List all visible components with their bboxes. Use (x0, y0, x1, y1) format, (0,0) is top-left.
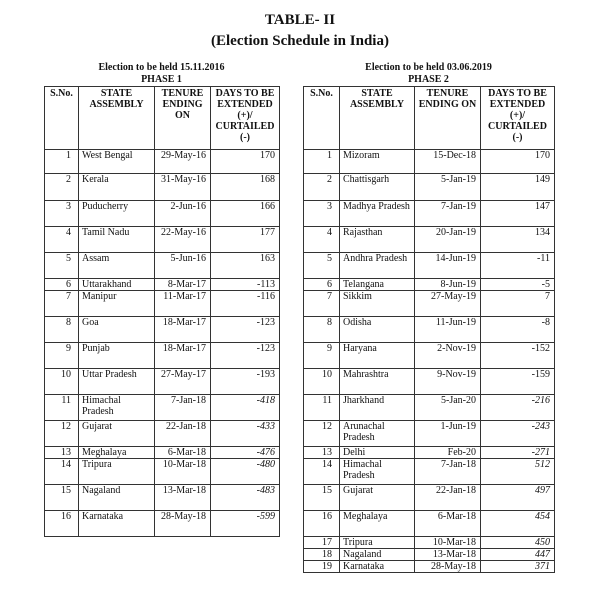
row-days: -123 (211, 343, 280, 369)
col-tenure-header: TENURE ENDING ON (155, 87, 211, 150)
row-sno: 7 (304, 291, 340, 317)
row-tenure-date: 5-Jan-19 (415, 174, 481, 201)
row-tenure-date: 27-May-19 (415, 291, 481, 317)
row-state: Meghalaya (340, 511, 415, 537)
row-sno: 14 (45, 459, 79, 485)
row-state: Tripura (340, 537, 415, 549)
row-tenure-date: 22-Jan-18 (415, 485, 481, 511)
table-row (45, 369, 280, 395)
row-days: 163 (211, 253, 280, 279)
row-tenure-date: 28-May-18 (415, 561, 481, 573)
row-state: Mahrashtra (340, 369, 415, 395)
row-tenure-date: 2-Nov-19 (415, 343, 481, 369)
table-row (45, 485, 280, 511)
row-state: Goa (79, 317, 155, 343)
row-state: Kerala (79, 174, 155, 201)
row-days: -152 (481, 343, 555, 369)
phase1-header (44, 62, 279, 86)
phase2-label: PHASE 2 (408, 74, 449, 85)
row-state: Puducherry (79, 201, 155, 227)
row-state: Mizoram (340, 150, 415, 174)
row-state: Telangana (340, 279, 415, 291)
row-days: 447 (481, 549, 555, 561)
row-state: Himachal Pradesh (79, 395, 155, 421)
row-days: -480 (211, 459, 280, 485)
page-subtitle: (Election Schedule in India) (211, 33, 389, 49)
row-state: Gujarat (79, 421, 155, 447)
row-sno: 10 (45, 369, 79, 395)
row-sno: 1 (45, 150, 79, 174)
row-days: 512 (481, 459, 555, 485)
table-row (45, 511, 280, 537)
row-tenure-date: 8-Mar-17 (155, 279, 211, 291)
table-row (304, 227, 555, 253)
row-state: Jharkhand (340, 395, 415, 421)
row-days: -599 (211, 511, 280, 537)
row-tenure-date: 13-Mar-18 (155, 485, 211, 511)
col-tenure-header: TENURE ENDING ON (415, 87, 481, 150)
row-days: 454 (481, 511, 555, 537)
row-tenure-date: 5-Jan-20 (415, 395, 481, 421)
row-state: West Bengal (79, 150, 155, 174)
table-row (304, 369, 555, 395)
row-sno: 1 (304, 150, 340, 174)
row-tenure-date: 6-Mar-18 (155, 447, 211, 459)
row-sno: 11 (304, 395, 340, 421)
row-days: -5 (481, 279, 555, 291)
row-tenure-date: Feb-20 (415, 447, 481, 459)
row-state: Tamil Nadu (79, 227, 155, 253)
row-tenure-date: 8-Jun-19 (415, 279, 481, 291)
row-state: Odisha (340, 317, 415, 343)
col-days-header: DAYS TO BE EXTENDED (+)/ CURTAILED (-) (481, 87, 555, 150)
row-sno: 9 (45, 343, 79, 369)
table-row (304, 447, 555, 459)
row-sno: 3 (45, 201, 79, 227)
phase2-header-row (304, 87, 555, 150)
table-row (304, 395, 555, 421)
row-days: -271 (481, 447, 555, 459)
row-tenure-date: 7-Jan-18 (415, 459, 481, 485)
table-row (304, 291, 555, 317)
table-row (304, 421, 555, 447)
row-tenure-date: 15-Dec-18 (415, 150, 481, 174)
table-row (45, 279, 280, 291)
row-days: 149 (481, 174, 555, 201)
row-tenure-date: 31-May-16 (155, 174, 211, 201)
row-tenure-date: 29-May-16 (155, 150, 211, 174)
row-tenure-date: 9-Nov-19 (415, 369, 481, 395)
table-row (304, 201, 555, 227)
row-sno: 16 (45, 511, 79, 537)
row-sno: 12 (45, 421, 79, 447)
row-days: -193 (211, 369, 280, 395)
row-sno: 13 (304, 447, 340, 459)
table-row (304, 561, 555, 573)
row-state: Manipur (79, 291, 155, 317)
row-sno: 8 (45, 317, 79, 343)
row-days: -476 (211, 447, 280, 459)
table-row (304, 511, 555, 537)
phase1-caption: Election to be held 15.11.2016 (98, 62, 225, 73)
row-sno: 2 (304, 174, 340, 201)
row-tenure-date: 5-Jun-16 (155, 253, 211, 279)
phase2-header (303, 62, 554, 86)
row-state: Nagaland (79, 485, 155, 511)
row-days: -433 (211, 421, 280, 447)
table-row (304, 317, 555, 343)
row-sno: 8 (304, 317, 340, 343)
row-sno: 4 (304, 227, 340, 253)
row-days: 7 (481, 291, 555, 317)
row-tenure-date: 2-Jun-16 (155, 201, 211, 227)
table-row (45, 150, 280, 174)
phase1-table-body (45, 150, 280, 537)
row-tenure-date: 14-Jun-19 (415, 253, 481, 279)
row-state: Delhi (340, 447, 415, 459)
row-tenure-date: 1-Jun-19 (415, 421, 481, 447)
row-sno: 15 (45, 485, 79, 511)
row-state: Haryana (340, 343, 415, 369)
table-row (45, 201, 280, 227)
row-state: Madhya Pradesh (340, 201, 415, 227)
row-tenure-date: 10-Mar-18 (415, 537, 481, 549)
row-days: 170 (481, 150, 555, 174)
row-tenure-date: 18-Mar-17 (155, 343, 211, 369)
row-days: -159 (481, 369, 555, 395)
table-row (45, 447, 280, 459)
table-row (45, 317, 280, 343)
page-title: TABLE- II (264, 12, 336, 28)
row-sno: 2 (45, 174, 79, 201)
table-row (304, 150, 555, 174)
row-days: 134 (481, 227, 555, 253)
row-days: -8 (481, 317, 555, 343)
row-days: -243 (481, 421, 555, 447)
phase1-header-row (45, 87, 280, 150)
row-sno: 6 (45, 279, 79, 291)
row-state: Rajasthan (340, 227, 415, 253)
row-sno: 4 (45, 227, 79, 253)
row-sno: 16 (304, 511, 340, 537)
row-state: Gujarat (340, 485, 415, 511)
row-state: Arunachal Pradesh (340, 421, 415, 447)
row-days: -123 (211, 317, 280, 343)
table-row (45, 253, 280, 279)
col-sno-header: S.No. (45, 87, 79, 150)
row-sno: 9 (304, 343, 340, 369)
table-row (304, 537, 555, 549)
row-days: 170 (211, 150, 280, 174)
row-tenure-date: 20-Jan-19 (415, 227, 481, 253)
row-state: Tripura (79, 459, 155, 485)
row-days: 177 (211, 227, 280, 253)
table-row (304, 343, 555, 369)
phase1-label: PHASE 1 (141, 74, 182, 85)
row-sno: 11 (45, 395, 79, 421)
row-days: 450 (481, 537, 555, 549)
row-state: Karnataka (340, 561, 415, 573)
table-row (45, 291, 280, 317)
row-tenure-date: 13-Mar-18 (415, 549, 481, 561)
row-sno: 15 (304, 485, 340, 511)
row-state: Nagaland (340, 549, 415, 561)
row-sno: 19 (304, 561, 340, 573)
row-days: -216 (481, 395, 555, 421)
row-state: Chattisgarh (340, 174, 415, 201)
table-row (45, 227, 280, 253)
row-state: Himachal Pradesh (340, 459, 415, 485)
row-days: 497 (481, 485, 555, 511)
row-sno: 3 (304, 201, 340, 227)
row-sno: 13 (45, 447, 79, 459)
row-days: 166 (211, 201, 280, 227)
phase1-table (44, 86, 280, 537)
row-state: Punjab (79, 343, 155, 369)
row-tenure-date: 7-Jan-18 (155, 395, 211, 421)
table-row (304, 459, 555, 485)
row-tenure-date: 11-Jun-19 (415, 317, 481, 343)
row-state: Assam (79, 253, 155, 279)
table-row (45, 421, 280, 447)
table-row (304, 253, 555, 279)
col-sno-header: S.No. (304, 87, 340, 150)
table-row (45, 459, 280, 485)
row-sno: 6 (304, 279, 340, 291)
phase2-table (303, 86, 555, 573)
row-state: Meghalaya (79, 447, 155, 459)
row-tenure-date: 22-Jan-18 (155, 421, 211, 447)
row-days: -113 (211, 279, 280, 291)
table-row (45, 395, 280, 421)
row-sno: 17 (304, 537, 340, 549)
row-state: Karnataka (79, 511, 155, 537)
row-sno: 14 (304, 459, 340, 485)
table-row (304, 279, 555, 291)
row-sno: 18 (304, 549, 340, 561)
row-state: Uttarakhand (79, 279, 155, 291)
row-days: 168 (211, 174, 280, 201)
row-days: -11 (481, 253, 555, 279)
col-state-header: STATE ASSEMBLY (340, 87, 415, 150)
row-days: -483 (211, 485, 280, 511)
table-row (304, 485, 555, 511)
row-days: -116 (211, 291, 280, 317)
row-sno: 5 (304, 253, 340, 279)
row-tenure-date: 11-Mar-17 (155, 291, 211, 317)
row-days: 147 (481, 201, 555, 227)
table-row (45, 343, 280, 369)
row-tenure-date: 10-Mar-18 (155, 459, 211, 485)
row-sno: 7 (45, 291, 79, 317)
row-tenure-date: 6-Mar-18 (415, 511, 481, 537)
table-row (45, 174, 280, 201)
row-tenure-date: 22-May-16 (155, 227, 211, 253)
row-state: Sikkim (340, 291, 415, 317)
col-state-header: STATE ASSEMBLY (79, 87, 155, 150)
row-sno: 10 (304, 369, 340, 395)
col-days-header: DAYS TO BE EXTENDED (+)/ CURTAILED (-) (211, 87, 280, 150)
table-row (304, 174, 555, 201)
row-tenure-date: 27-May-17 (155, 369, 211, 395)
row-sno: 12 (304, 421, 340, 447)
row-days: -418 (211, 395, 280, 421)
row-tenure-date: 18-Mar-17 (155, 317, 211, 343)
phase2-caption: Election to be held 03.06.2019 (365, 62, 492, 73)
row-tenure-date: 7-Jan-19 (415, 201, 481, 227)
row-state: Uttar Pradesh (79, 369, 155, 395)
row-days: 371 (481, 561, 555, 573)
row-tenure-date: 28-May-18 (155, 511, 211, 537)
row-sno: 5 (45, 253, 79, 279)
table-row (304, 549, 555, 561)
phase2-table-body (304, 150, 555, 573)
row-state: Andhra Pradesh (340, 253, 415, 279)
